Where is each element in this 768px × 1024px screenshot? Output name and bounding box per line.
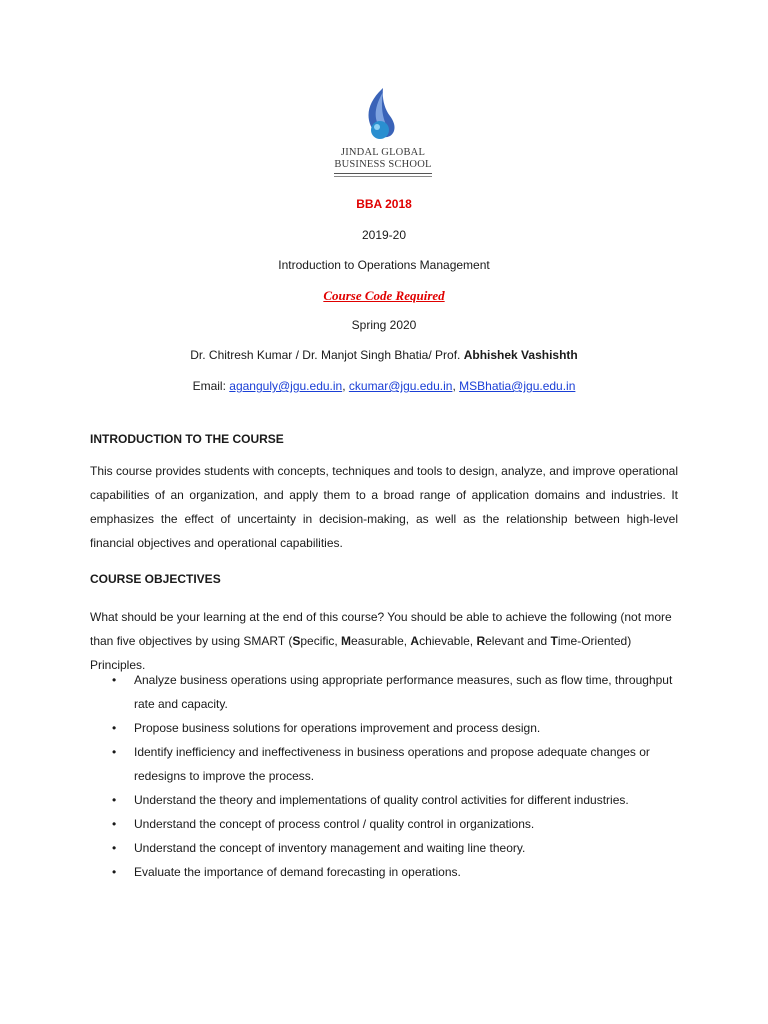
email-link-3[interactable]: MSBhatia@jgu.edu.in bbox=[459, 379, 576, 393]
intro-paragraph: This course provides students with concepts, techniques and tools to design, analyze, and improve operational capabilities of an organization, and apply them to a broad range of application domains and industries. It emphasizes the effect of uncertainty in decision-making, as well as the relationship between high-level financial objectives and operational capabilities. bbox=[90, 464, 678, 550]
objectives-intro-text: What should be your learning at the end of this course? You should be able to achieve the following (not more than five objectives by using SMART ( bbox=[90, 610, 672, 648]
smart-rest: chievable, bbox=[419, 634, 477, 648]
list-item bbox=[90, 836, 680, 860]
faculty-bold-name: Abhishek Vashishth bbox=[463, 348, 578, 362]
smart-letter: A bbox=[410, 634, 420, 648]
email-line bbox=[0, 379, 768, 393]
bullet-icon: • bbox=[112, 841, 117, 855]
bullet-icon: • bbox=[112, 673, 117, 687]
course-title: Introduction to Operations Management bbox=[278, 258, 490, 272]
program-label: BBA 2018 bbox=[356, 197, 412, 211]
list-item bbox=[90, 668, 680, 716]
smart-letter: M bbox=[341, 634, 352, 648]
smart-rest: easurable, bbox=[351, 634, 411, 648]
email-link-2[interactable]: ckumar@jgu.edu.in bbox=[348, 379, 453, 393]
logo-tagline-rule bbox=[334, 173, 432, 177]
school-logo bbox=[330, 88, 436, 184]
academic-year: 2019-20 bbox=[361, 228, 407, 242]
smart-rest: pecific, bbox=[300, 634, 342, 648]
bullet-icon: • bbox=[112, 865, 117, 879]
bullet-icon: • bbox=[112, 793, 117, 807]
intro-heading: INTRODUCTION TO THE COURSE bbox=[90, 432, 284, 446]
list-item-text: Understand the concept of inventory management and waiting line theory. bbox=[134, 841, 526, 855]
list-item bbox=[90, 812, 680, 836]
list-item bbox=[90, 716, 680, 740]
list-item bbox=[90, 740, 680, 788]
email-label: Email: bbox=[192, 379, 230, 393]
objectives-list bbox=[90, 668, 680, 884]
objectives-intro-paragraph bbox=[90, 605, 678, 677]
list-item-text: Understand the concept of process control / quality control in organizations. bbox=[134, 817, 535, 831]
logo-drop-icon bbox=[330, 88, 436, 146]
bullet-icon: • bbox=[112, 745, 117, 759]
list-item-text: Understand the theory and implementations of quality control activities for different industries. bbox=[134, 793, 629, 807]
faculty-line bbox=[0, 348, 768, 362]
list-item-text: Evaluate the importance of demand forecasting in operations. bbox=[134, 865, 461, 879]
smart-letter: T bbox=[550, 634, 558, 648]
smart-letter: R bbox=[476, 634, 486, 648]
smart-letter: S bbox=[292, 634, 301, 648]
logo-line-2: BUSINESS SCHOOL bbox=[334, 159, 432, 170]
bullet-icon: • bbox=[112, 817, 117, 831]
email-separator: , bbox=[342, 379, 349, 393]
list-item-text: Identify inefficiency and ineffectiveness in business operations and propose adequate changes or redesigns to improve the process. bbox=[134, 745, 650, 783]
list-item bbox=[90, 788, 680, 812]
semester: Spring 2020 bbox=[351, 318, 417, 332]
bullet-icon: • bbox=[112, 721, 117, 735]
list-item bbox=[90, 860, 680, 884]
logo-line-1: JINDAL GLOBAL bbox=[340, 147, 426, 158]
faculty-names: Dr. Chitresh Kumar / Dr. Manjot Singh Bhatia/ Prof. bbox=[190, 348, 464, 362]
smart-rest: elevant and bbox=[485, 634, 551, 648]
course-code: Course Code Required bbox=[323, 288, 445, 303]
objectives-heading: COURSE OBJECTIVES bbox=[90, 572, 221, 586]
list-item-text: Propose business solutions for operations improvement and process design. bbox=[134, 721, 541, 735]
list-item-text: Analyze business operations using appropriate performance measures, such as flow time, throughput rate and capacity. bbox=[134, 673, 673, 711]
smart-rest: ime-Oriented) Principles. bbox=[90, 634, 632, 672]
email-separator: , bbox=[452, 379, 460, 393]
email-link-1[interactable]: aganguly@jgu.edu.in bbox=[229, 379, 343, 393]
